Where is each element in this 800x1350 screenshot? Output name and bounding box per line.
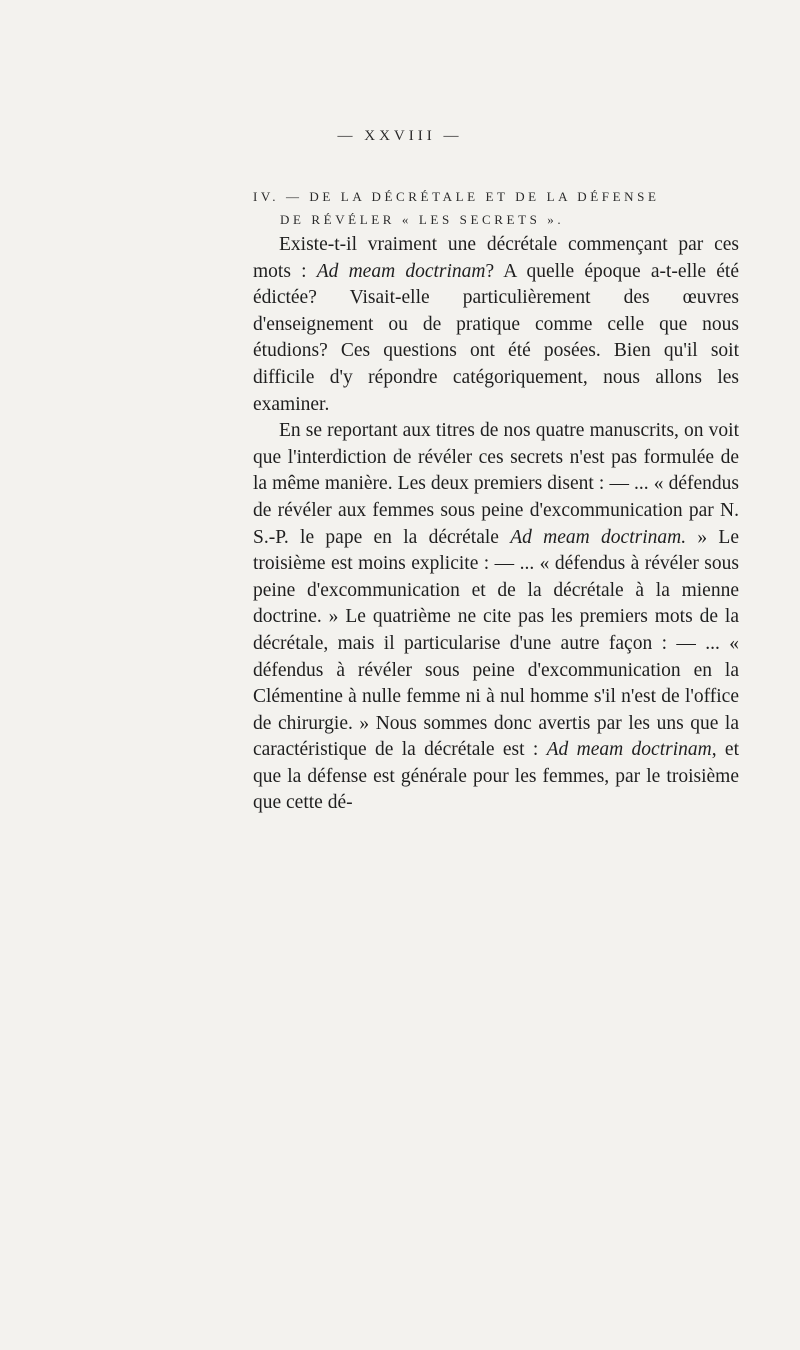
section-heading: [253, 185, 793, 231]
italic-latin-phrase: Ad meam doctrinam: [316, 260, 486, 282]
text-run: En se reportant aux titres de nos quatre manuscrits, on voit que l'interdiction de révéler ces secrets n'est pas formulée de la même manière. Les deux premiers disent : — ... « défendus de révéler aux femmes sous peine d'excommunication par N. S.-P. le pape en la décrétale: [253, 420, 739, 548]
body-text: [253, 232, 739, 817]
section-title-line-1: DE LA DÉCRÉTALE ET DE LA DÉFENSE: [309, 189, 660, 204]
section-number: IV.: [253, 189, 280, 204]
paragraph-2: [253, 418, 739, 817]
text-run: , et que la défense est générale pour les femmes, par le troisième que cette dé-: [253, 739, 739, 814]
text-run: » Le troisième est moins explicite : — ... « défendus à révéler sous peine d'excommunication et de la décrétale à la mienne doctrine. » Le quatrième ne cite pas les premiers mots de la décrétale, mais il particularise d'une autre façon : — ... « défendus à révéler sous peine d'excommunication en la Clémentine à nulle femme ni à nul homme s'il n'est de l'office de chirurgie. » Nous sommes donc avertis par les uns que la caractéristique de la décrétale est :: [253, 526, 739, 761]
italic-latin-phrase: Ad meam doctrinam: [546, 739, 712, 761]
page-folio: — XXVIII —: [337, 128, 463, 144]
text-run: ? A quelle époque a-t-elle été édictée? Visait-elle particulièrement des œuvres d'enseignement ou de pratique comme celle que nous étudions? Ces questions ont été posées. Bien qu'il soit difficile d'y répondre catégoriquement, nous allons les examiner.: [253, 260, 739, 415]
section-title-line-2: DE RÉVÉLER « LES SECRETS ».: [280, 212, 565, 227]
text-run: Existe-t-il vraiment une décrétale commençant par ces mots :: [253, 234, 739, 282]
section-dash: —: [285, 189, 303, 204]
italic-latin-phrase: Ad meam doctrinam.: [510, 526, 687, 548]
paragraph-1: [253, 232, 739, 418]
